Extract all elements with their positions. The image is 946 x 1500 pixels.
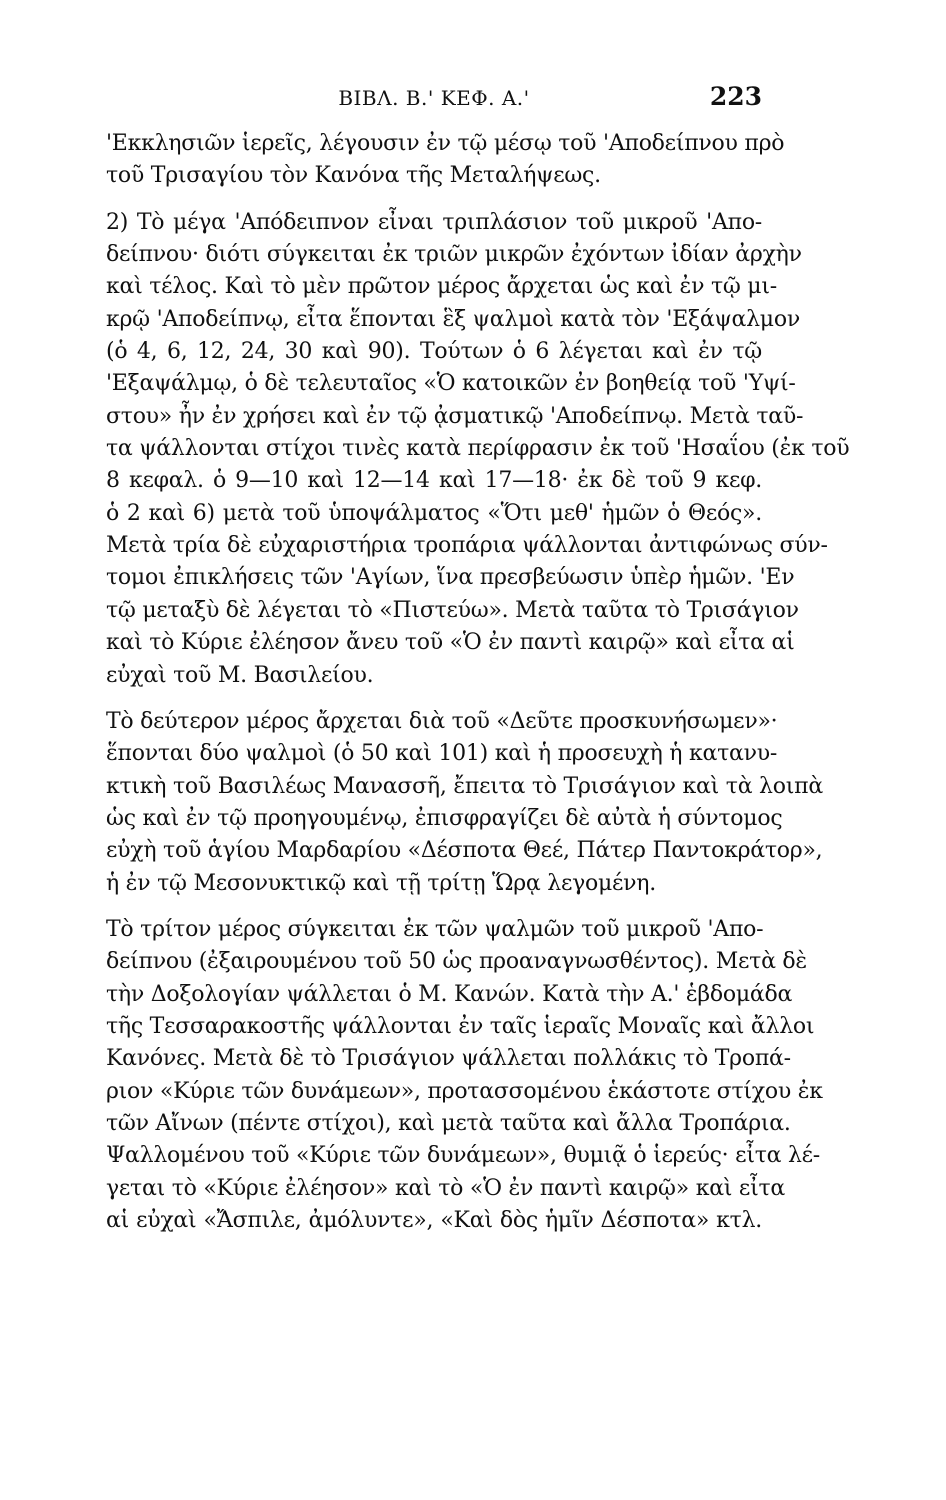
text-line: τὴν Δοξολογίαν ψάλλεται ὁ Μ. Κανών. Κατὰ τὴν Α.' ἑβδομάδα	[106, 981, 793, 1007]
paragraph-2	[106, 207, 850, 692]
text-line: δείπνου· διότι σύγκειται ἐκ τριῶν μικρῶν ἐχόντων ἰδίαν ἀρχὴν	[106, 242, 802, 268]
text-line: δείπνου (ἐξαιρουμένου τοῦ 50 ὡς προαναγνωσθέντος). Μετὰ δὲ	[106, 949, 807, 975]
running-head: ΒΙΒΛ. Β.' ΚΕΦ. Α.'	[338, 86, 530, 110]
text-line: Τὸ δεύτερον μέρος ἄρχεται διὰ τοῦ «Δεῦτε προσκυνήσωμεν»·	[106, 708, 778, 734]
text-line: εὐχὴ τοῦ ἁγίου Μαρδαρίου «Δέσποτα Θεέ, Πάτερ Παντοκράτορ»,	[106, 838, 823, 864]
text-line: Τὸ τρίτον μέρος σύγκειται ἐκ τῶν ψαλμῶν τοῦ μικροῦ 'Απο-	[106, 916, 764, 942]
text-line: τῷ μεταξὺ δὲ λέγεται τὸ «Πιστεύω». Μετὰ ταῦτα τὸ Τρισάγιον	[106, 597, 799, 623]
paragraph-4	[106, 914, 823, 1237]
text-line: κτικὴ τοῦ Βασιλέως Μανασσῆ, ἔπειτα τὸ Τρισάγιον καὶ τὰ λοιπὰ	[106, 773, 823, 799]
text-line: Μετὰ τρία δὲ εὐχαριστήρια τροπάρια ψάλλονται ἀντιφώνως σύν-	[106, 533, 828, 559]
text-line: Ψαλλομένου τοῦ «Κύριε τῶν δυνάμεων», θυμιᾷ ὁ ἱερεύς· εἶτα λέ-	[106, 1143, 820, 1169]
page-header	[106, 82, 762, 118]
text-line: κρῷ 'Αποδείπνῳ, εἶτα ἕπονται ἓξ ψαλμοὶ κατὰ τὸν 'Εξάψαλμον	[106, 306, 800, 332]
text-line: τῆς Τεσσαρακοστῆς ψάλλονται ἐν ταῖς ἱεραῖς Μοναῖς καὶ ἄλλοι	[106, 1013, 815, 1039]
text-line: ριον «Κύριε τῶν δυνάμεων», προτασσομένου ἑκάστοτε στίχου ἐκ	[106, 1078, 823, 1104]
text-line: ἕπονται δύο ψαλμοὶ (ὁ 50 καὶ 101) καὶ ἡ προσευχὴ ἡ κατανυ-	[106, 741, 778, 767]
text-line: τα ψάλλονται στίχοι τινὲς κατὰ περίφρασιν ἐκ τοῦ 'Ησαΐου (ἐκ τοῦ	[106, 436, 850, 462]
text-line: στου» ἦν ἐν χρήσει καὶ ἐν τῷ ᾀσματικῷ 'Αποδείπνῳ. Μετὰ ταῦ-	[106, 403, 804, 429]
text-line: αἱ εὐχαὶ «Ἄσπιλε, ἀμόλυντε», «Καὶ δὸς ἡμῖν Δέσποτα» κτλ.	[106, 1208, 762, 1233]
text-line: 8 κεφαλ. ὁ 9—10 καὶ 12—14 καὶ 17—18· ἐκ δὲ τοῦ 9 κεφ.	[106, 468, 762, 494]
text-line: καὶ τὸ Κύριε ἐλέησον ἄνευ τοῦ «Ὁ ἐν παντὶ καιρῷ» καὶ εἶτα αἱ	[106, 630, 795, 656]
body-text	[106, 128, 850, 1237]
paragraph-1	[106, 128, 785, 193]
text-line: γεται τὸ «Κύριε ἐλέησον» καὶ τὸ «Ὁ ἐν παντὶ καιρῷ» καὶ εἶτα	[106, 1175, 785, 1201]
page-number: 223	[709, 82, 762, 111]
text-line: ὁ 2 καὶ 6) μετὰ τοῦ ὑποψάλματος «Ὅτι μεθ' ἡμῶν ὁ Θεός».	[106, 500, 762, 526]
text-line: εὐχαὶ τοῦ Μ. Βασιλείου.	[106, 662, 374, 688]
text-line: καὶ τέλος. Καὶ τὸ μὲν πρῶτον μέρος ἄρχεται ὡς καὶ ἐν τῷ μι-	[106, 274, 777, 300]
text-line: (ὁ 4, 6, 12, 24, 30 καὶ 90). Τούτων ὁ 6 λέγεται καὶ ἐν τῷ	[106, 339, 762, 365]
text-line: Κανόνες. Μετὰ δὲ τὸ Τρισάγιον ψάλλεται πολλάκις τὸ Τροπά-	[106, 1046, 791, 1072]
text-line: τομοι ἐπικλήσεις τῶν 'Αγίων, ἵνα πρεσβεύωσιν ὑπὲρ ἡμῶν. 'Εν	[106, 565, 795, 591]
text-line: τοῦ Τρισαγίου τὸν Κανόνα τῆς Μεταλήψεως.	[106, 163, 601, 189]
text-line: 'Εξαψάλμῳ, ὁ δὲ τελευταῖος «Ὁ κατοικῶν ἐν βοηθείᾳ τοῦ 'Υψί-	[106, 371, 796, 397]
text-line: ὡς καὶ ἐν τῷ προηγουμένῳ, ἐπισφραγίζει δὲ αὐτὰ ἡ σύντομος	[106, 805, 783, 831]
text-line: τῶν Αἴνων (πέντε στίχοι), καὶ μετὰ ταῦτα καὶ ἄλλα Τροπάρια.	[106, 1110, 791, 1136]
paragraph-3	[106, 706, 823, 900]
text-line: 'Εκκλησιῶν ἱερεῖς, λέγουσιν ἐν τῷ μέσῳ τοῦ 'Αποδείπνου πρὸ	[106, 131, 785, 156]
text-line: ἡ ἐν τῷ Μεσονυκτικῷ καὶ τῇ τρίτῃ Ὥρᾳ λεγομένη.	[106, 870, 656, 896]
text-line: 2) Τὸ μέγα 'Απόδειπνον εἶναι τριπλάσιον τοῦ μικροῦ 'Απο-	[106, 209, 762, 235]
